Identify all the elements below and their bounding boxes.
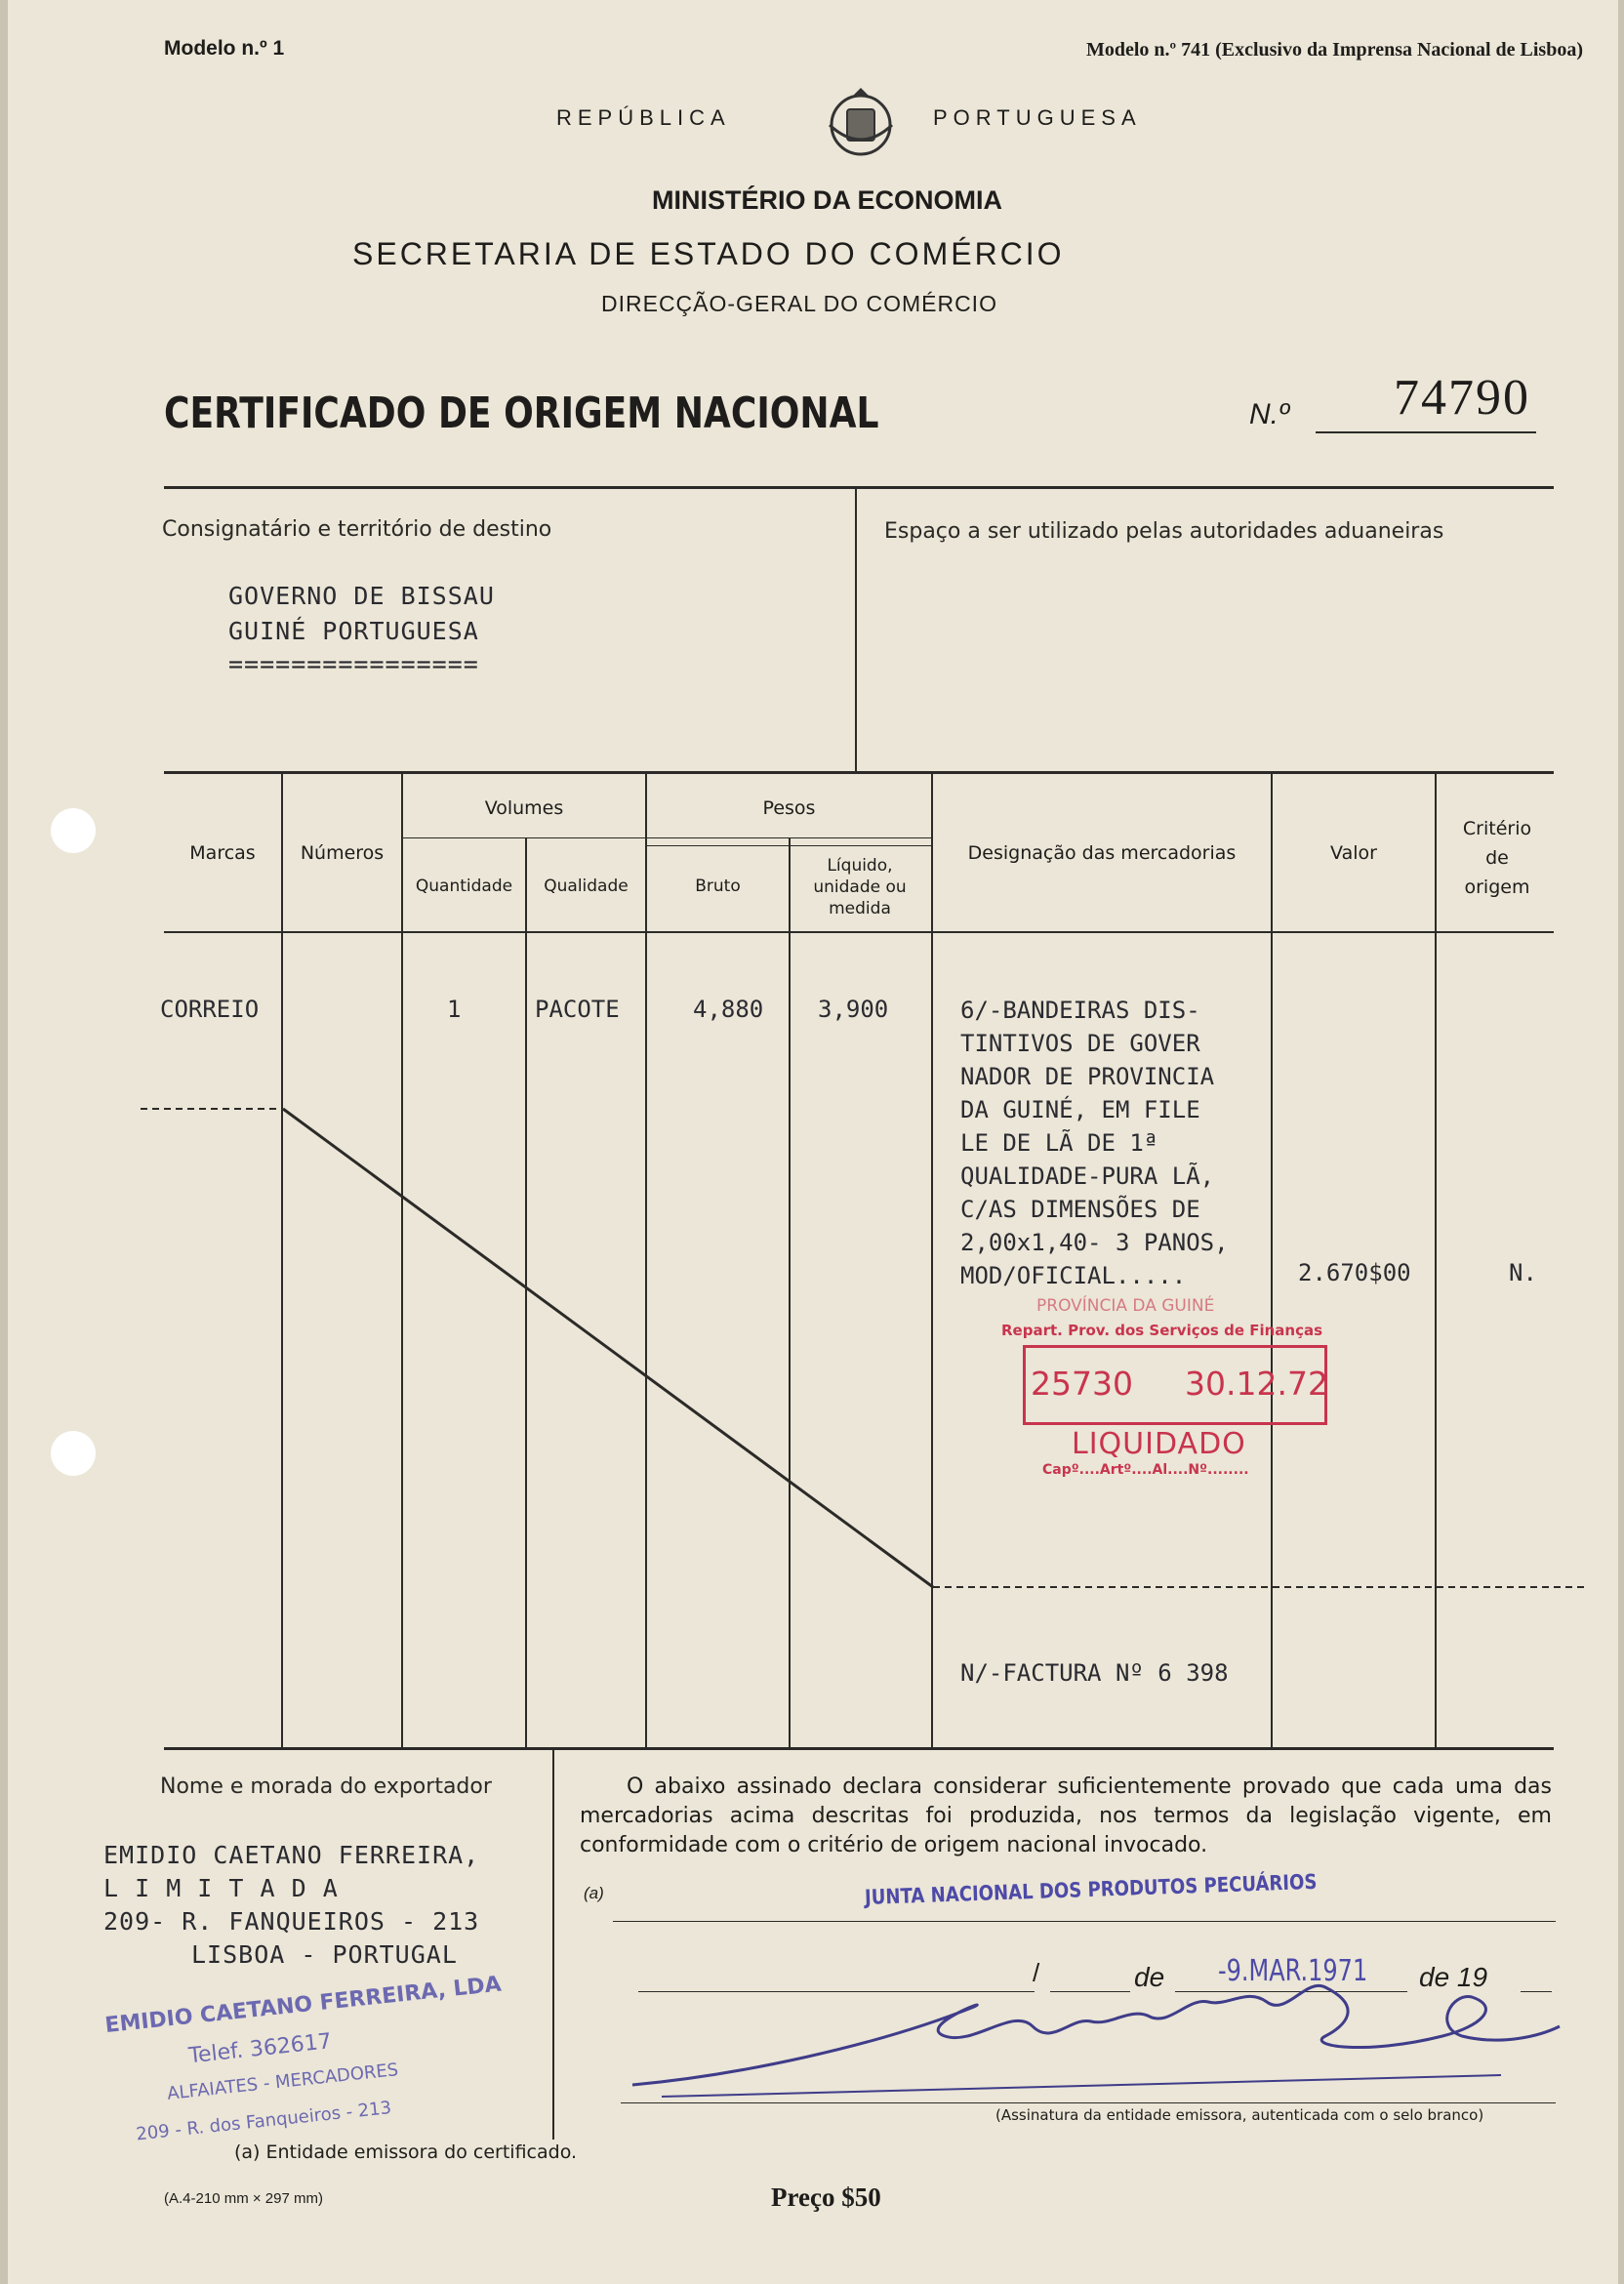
declaration-a-mark: (a) [584, 1884, 604, 1902]
finance-stamp [994, 1290, 1355, 1486]
certificate-page [8, 0, 1618, 2284]
designacao-line-5: LE DE LÃ DE 1ª [960, 1129, 1158, 1157]
entity-stamp: JUNTA NACIONAL DOS PRODUTOS PECUÁRIOS [864, 1869, 1318, 1909]
declaration-text: O abaixo assinado declara considerar suficientemente provado que cada uma das mercadorias acima descritas foi produzida, nos termos da legislação vigente, em conformidade com o critério de origem nacional invocado. [580, 1774, 1552, 1857]
ministry-title: MINISTÉRIO DA ECONOMIA [652, 185, 1003, 215]
finance-stamp-status: LIQUIDADO [1072, 1427, 1246, 1461]
exporter-line-4: LISBOA - PORTUGAL [191, 1940, 458, 1969]
consignee-line-3: ================ [228, 650, 479, 678]
date-de-label: de [1134, 1962, 1165, 1992]
secretaria-title: SECRETARIA DE ESTADO DO COMÉRCIO [352, 236, 1065, 271]
model-label-left: Modelo n.º 1 [164, 37, 285, 60]
finance-stamp-footer: Capº....Artº....Al....Nº........ [1042, 1462, 1249, 1478]
cell-valor: 2.670$00 [1298, 1259, 1411, 1286]
date-year-label: de 19 [1419, 1962, 1488, 1992]
cell-criterio: N. [1509, 1259, 1537, 1286]
cell-bruto: 4,880 [693, 996, 764, 1023]
signature-line [621, 2102, 1556, 2103]
certificate-number-label: N.º [1249, 398, 1289, 430]
finance-stamp-number: 25730 [1031, 1365, 1133, 1403]
exporter-line-3: 209- R. FANQUEIROS - 213 [103, 1907, 480, 1936]
header-marcas: Marcas [189, 842, 256, 864]
bottom-divider [552, 1749, 554, 2140]
cell-liquido: 3,900 [818, 996, 889, 1023]
exporter-stamp-trade: ALFAIATES - MERCADORES [166, 2060, 400, 2104]
cell-qualidade: PACOTE [535, 996, 620, 1023]
republic-label-left: REPÚBLICA [556, 105, 731, 130]
certificate-title: CERTIFICADO DE ORIGEM NACIONAL [164, 388, 879, 438]
exporter-line-1: EMIDIO CAETANO FERREIRA, [103, 1841, 480, 1869]
designacao-line-2: TINTIVOS DE GOVER [960, 1030, 1200, 1057]
signature-caption: (Assinatura da entidade emissora, autenticada com o selo branco) [995, 2106, 1484, 2124]
designacao-line-9: MOD/OFICIAL..... [960, 1262, 1187, 1289]
cell-quantidade: 1 [447, 996, 462, 1023]
exporter-stamp-address: 209 - R. dos Fanqueiros - 213 [135, 2098, 393, 2145]
finance-stamp-province: PROVÍNCIA DA GUINÉ [1036, 1296, 1215, 1316]
header-qualidade: Qualidade [544, 877, 629, 896]
designacao-line-8: 2,00x1,40- 3 PANOS, [960, 1229, 1229, 1256]
header-bruto: Bruto [695, 877, 741, 896]
designacao-line-1: 6/-BANDEIRAS DIS- [960, 997, 1200, 1024]
customs-space-label: Espaço a ser utilizado pelas autoridades aduaneiras [884, 519, 1444, 544]
direccao-title: DIRECÇÃO-GERAL DO COMÉRCIO [601, 291, 997, 316]
certificate-number: 74790 [1394, 370, 1530, 426]
model-label-right: Modelo n.º 741 (Exclusivo da Imprensa Nacional de Lisboa) [1085, 39, 1583, 61]
entity-line [613, 1921, 1556, 1922]
header-quantidade: Quantidade [415, 877, 513, 896]
designacao-line-7: C/AS DIMENSÕES DE [960, 1196, 1200, 1223]
exporter-stamp-name: EMIDIO CAETANO FERREIRA, LDA [103, 1972, 503, 2039]
footnote-entity: (a) Entidade emissora do certificado. [234, 2141, 578, 2163]
exporter-label: Nome e morada do exportador [160, 1774, 492, 1799]
header-volumes: Volumes [484, 797, 564, 819]
signature [623, 1968, 1579, 2114]
footnote-format: (A.4-210 mm × 297 mm) [164, 2190, 323, 2207]
finance-stamp-office: Repart. Prov. dos Serviços de Finanças [1001, 1322, 1323, 1339]
finance-stamp-date: 30.12.72 [1185, 1365, 1328, 1403]
header-designacao: Designação das mercadorias [967, 842, 1237, 864]
designacao-line-6: QUALIDADE-PURA LÃ, [960, 1162, 1215, 1190]
republic-label-right: PORTUGUESA [933, 105, 1142, 130]
header-pesos: Pesos [762, 797, 816, 819]
consignee-line-2: GUINÉ PORTUGUESA [228, 617, 479, 645]
designacao-line-4: DA GUINÉ, EM FILE [960, 1096, 1200, 1123]
date-slash: / [1033, 1958, 1040, 1987]
exporter-line-2: L I M I T A D A [103, 1874, 339, 1902]
factura-reference: N/-FACTURA Nº 6 398 [960, 1659, 1229, 1687]
price-label: Preço $50 [771, 2182, 881, 2212]
designacao-line-3: NADOR DE PROVINCIA [960, 1063, 1215, 1090]
consignee-section-label: Consignatário e território de destino [162, 517, 552, 542]
header-valor: Valor [1330, 842, 1377, 864]
cell-marcas: CORREIO [160, 996, 260, 1023]
exporter-stamp-tel: Telef. 362617 [187, 2029, 333, 2069]
header-numeros: Números [300, 842, 385, 864]
consignee-line-1: GOVERNO DE BISSAU [228, 582, 495, 610]
header-criterio: Critério de origem [1462, 818, 1532, 898]
header-liquido: Líquido, unidade ou medida [813, 856, 907, 918]
issue-date-stamp: -9.MAR.1971 [1218, 1954, 1368, 1988]
